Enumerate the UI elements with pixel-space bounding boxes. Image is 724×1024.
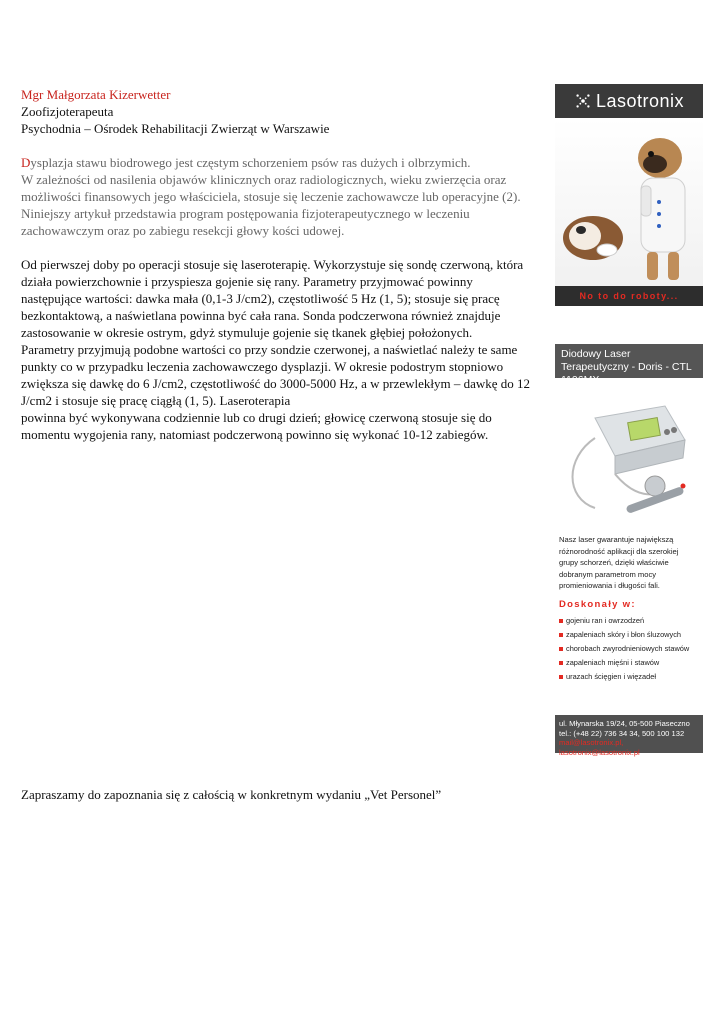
- intro-line: W zależności od nasilenia objawów klinicznych oraz radiologicznych, wieku zwierzęcia oraz: [21, 172, 507, 187]
- list-item: chorobach zwyrodnieniowych stawów: [559, 642, 699, 656]
- ad-contact: [555, 715, 703, 757]
- body-line: powinna być wykonywana codziennie lub co drugi dzień; głowicę czerwoną stosuje się do: [21, 410, 492, 425]
- dropcap: D: [21, 155, 31, 170]
- body-line: J/cm2 i stosuje się pracę ciągłą (1, 5). Laseroterapia: [21, 393, 291, 408]
- body-line: następujące wartości: dawka mała (0,1-3 J/cm2), częstotliwość 5 Hz (1, 5); stosuje się pracę: [21, 291, 500, 306]
- lasotronix-advertisement: [555, 84, 703, 757]
- dog-illustration: [555, 118, 703, 286]
- ad-tagline: No to do roboty...: [555, 286, 703, 306]
- intro-line: możliwości finansowych jego właściciela, stosuje się leczenie zachowawcze lub operacyjne (2).: [21, 189, 521, 204]
- ad-product-name: Diodowy Laser Terapeutyczny - Doris - CTL: [555, 344, 703, 378]
- body-line: zwiększa się dawkę do 6 J/cm2, częstotliwość do 3000-5000 Hz, a w przewlekłym – dawkę do 12: [21, 376, 531, 391]
- body-line: Parametry przyjmują podobne wartości co przy sondzie czerwonej, a naświetlać należy te same: [21, 342, 518, 357]
- ad-address: ul. Młynarska 19/24, 05-500 Piaseczno: [559, 719, 690, 728]
- ad-brand: Lasotronix: [595, 90, 685, 111]
- ad-description-block: [555, 528, 703, 684]
- body-line: punkty co w przypadku leczenia zachowawczego dysplazji. W okresie podostrym stopniowo: [21, 359, 504, 374]
- list-item: zapaleniach skóry i błon śluzowych: [559, 628, 699, 642]
- dogs-doctor-photo: [555, 118, 703, 286]
- body-line: Od pierwszej doby po operacji stosuje się laseroterapię. Wykorzystuje się sondę czerwoną, która: [21, 257, 524, 272]
- ad-heading: Doskonały w:: [559, 598, 636, 610]
- author-name: Mgr Małgorzata Kizerwetter: [21, 87, 171, 102]
- body-line: zastosowanie w okresie ostrym, gdyż stymuluje gojenie się tkanek głębiej położonych.: [21, 325, 473, 340]
- list-item: urazach ścięgien i więzadeł: [559, 670, 699, 684]
- body-line: bezkontaktową, a naświetlana powinna być cała rana. Sonda podczerwona również znajduje: [21, 308, 501, 323]
- intro-paragraph: [21, 154, 541, 239]
- intro-line: Niniejszy artykuł przedstawia program postępowania fizjoterapeutycznego w leczeniu: [21, 206, 470, 221]
- lasotronix-logo-icon: [574, 92, 592, 110]
- list-item: gojeniu ran i owrzodzeń: [559, 614, 699, 628]
- ad-description: Nasz laser gwarantuje największą różnorodność aplikacji dla szerokiej grupy schorzeń, dzięki właściwie dobranym parametrom mocy promieniowania i długości fali.: [559, 535, 679, 590]
- ad-benefit-list: [559, 614, 699, 684]
- body-paragraph: [21, 256, 541, 443]
- ad-phone: tel.: (+48 22) 736 34 34, 500 100 132: [559, 728, 685, 738]
- laser-device-illustration: [555, 378, 703, 528]
- ad-email[interactable]: mail@lasotronix.pl, lasotronix@lasotronix.pl: [559, 738, 640, 757]
- article: [21, 86, 541, 443]
- ad-header: [555, 84, 703, 118]
- body-line: momentu wygojenia rany, natomiast podczerwoną powinno się wykonać 10-12 zabiegów.: [21, 427, 489, 442]
- footer-note: Zapraszamy do zapoznania się z całością w konkretnym wydaniu „Vet Personel”: [21, 787, 442, 802]
- author-affiliation: Psychodnia – Ośrodek Rehabilitacji Zwierząt w Warszawie: [21, 121, 330, 136]
- body-line: działa powierzchownie i przyspiesza gojenie się rany. Parametry przyjmować powinny: [21, 274, 473, 289]
- intro-first-line: ysplazja stawu biodrowego jest częstym schorzeniem psów ras dużych i olbrzymich.: [30, 155, 471, 170]
- author-role: Zoofizjoterapeuta: [21, 104, 114, 119]
- list-item: zapaleniach mięśni i stawów: [559, 656, 699, 670]
- laser-device-photo: [555, 378, 703, 528]
- intro-line: zachowawczym oraz po zabiegu resekcji głowy kości udowej.: [21, 223, 345, 238]
